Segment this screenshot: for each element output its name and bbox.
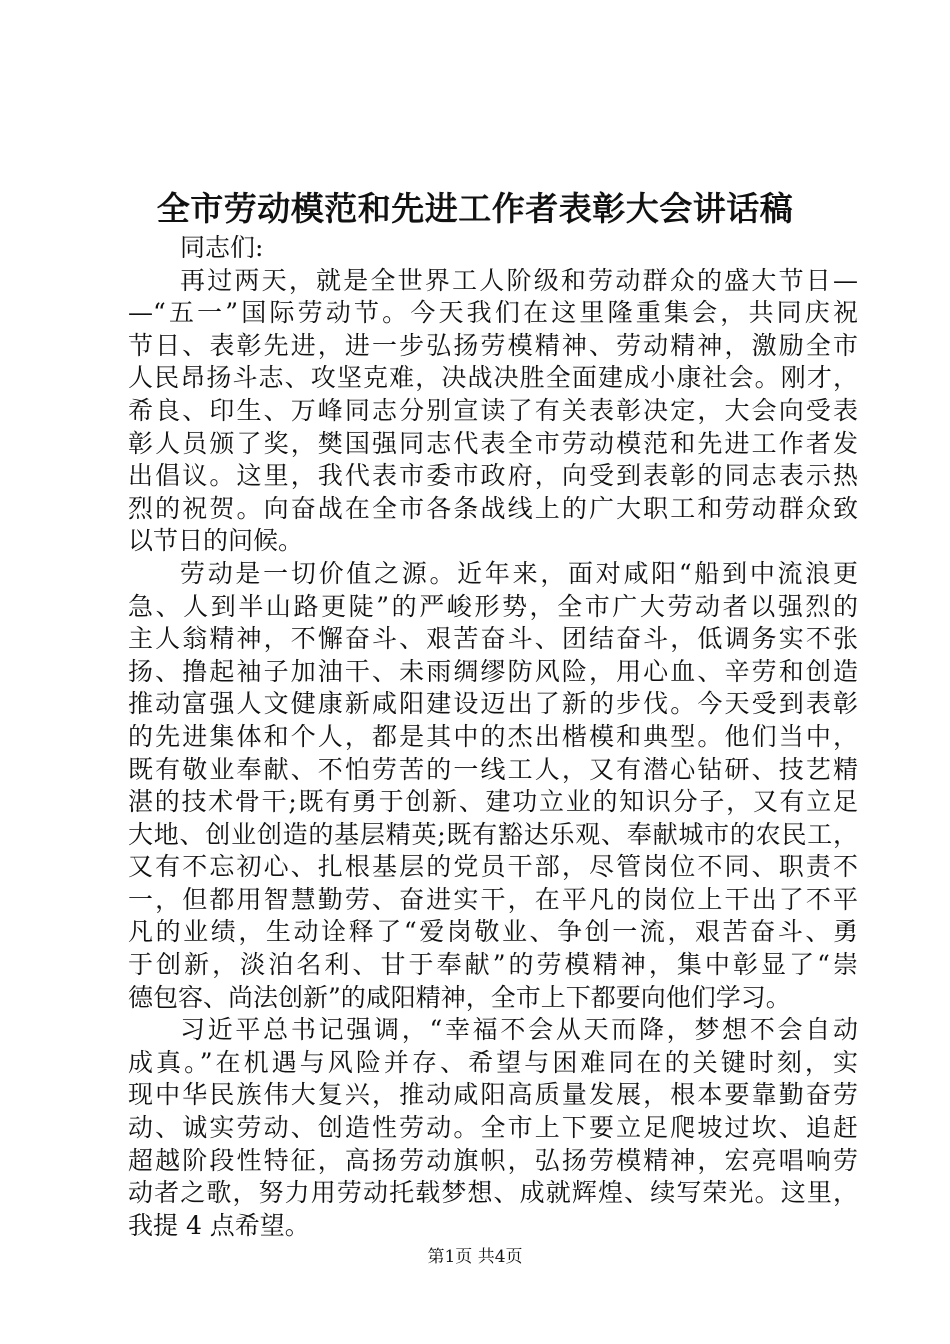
paragraph-3-line: 现中华民族伟大复兴，推动咸阳高质量发展，根本要靠勤奋劳 bbox=[128, 1080, 858, 1110]
paragraph-2-line: 推动富强人文健康新咸阳建设迈出了新的步伐。今天受到表彰 bbox=[128, 689, 858, 719]
paragraph-3-line: 超越阶段性特征，高扬劳动旗帜，弘扬劳模精神，宏亮唱响劳 bbox=[128, 1145, 858, 1175]
document-body bbox=[128, 232, 858, 1242]
paragraph-1-line: 节日、表彰先进，进一步弘扬劳模精神、劳动精神，激励全市 bbox=[128, 330, 858, 360]
paragraph-1-line: 再过两天，就是全世界工人阶级和劳动群众的盛大节日— bbox=[180, 265, 858, 295]
paragraph-2-line: 劳动是一切价值之源。近年来，面对咸阳“船到中流浪更 bbox=[180, 558, 858, 588]
paragraph-2-line: 又有不忘初心、扎根基层的党员干部，尽管岗位不同、职责不 bbox=[128, 852, 858, 882]
paragraph-2-line: 扬、撸起袖子加油干、未雨绸缪防风险，用心血、辛劳和创造 bbox=[128, 656, 858, 686]
paragraph-2-line: 急、人到半山路更陡”的严峻形势，全市广大劳动者以强烈的 bbox=[128, 591, 858, 621]
paragraph-3-line: 动者之歌，努力用劳动托载梦想、成就辉煌、续写荣光。这里， bbox=[128, 1178, 858, 1208]
paragraph-2-line: 湛的技术骨干;既有勇于创新、建功立业的知识分子，又有立足 bbox=[128, 787, 858, 817]
paragraph-1-line: 出倡议。这里，我代表市委市政府，向受到表彰的同志表示热 bbox=[128, 461, 858, 491]
paragraph-1-line: 以节日的问候。 bbox=[128, 526, 304, 556]
paragraph-2-line: 主人翁精神，不懈奋斗、艰苦奋斗、团结奋斗，低调务实不张 bbox=[128, 624, 858, 654]
paragraph-2-line: 一，但都用智慧勤劳、奋进实干，在平凡的岗位上干出了不平 bbox=[128, 884, 858, 914]
paragraph-3-line: 成真。”在机遇与风险并存、希望与困难同在的关键时刻，实 bbox=[128, 1047, 858, 1077]
salutation-line: 同志们: bbox=[180, 233, 264, 262]
paragraph-2-line: 的先进集体和个人，都是其中的杰出楷模和典型。他们当中， bbox=[128, 721, 858, 751]
paragraph-2-line: 于创新，淡泊名利、甘于奉献”的劳模精神，集中彰显了“崇 bbox=[128, 950, 858, 980]
paragraph-1-line: 人民昂扬斗志、攻坚克难，决战决胜全面建成小康社会。刚才， bbox=[128, 363, 858, 393]
paragraph-2-line: 德包容、尚法创新”的咸阳精神，全市上下都要向他们学习。 bbox=[128, 982, 791, 1012]
paragraph-3-line: 习近平总书记强调，“幸福不会从天而降，梦想不会自动 bbox=[180, 1015, 858, 1045]
paragraph-3-line: 我提 4 点希望。 bbox=[128, 1210, 310, 1240]
paragraph-2-line: 凡的业绩，生动诠释了“爱岗敬业、争创一流，艰苦奋斗、勇 bbox=[128, 917, 858, 947]
page-number-footer: 第1页 共4页 bbox=[427, 1247, 523, 1267]
paragraph-1-line: —“五一”国际劳动节。今天我们在这里隆重集会，共同庆祝 bbox=[128, 298, 858, 328]
paragraph-2-line: 既有敬业奉献、不怕劳苦的一线工人，又有潜心钻研、技艺精 bbox=[128, 754, 858, 784]
paragraph-3-line: 动、诚实劳动、创造性劳动。全市上下要立足爬坡过坎、追赶 bbox=[128, 1113, 858, 1143]
paragraph-2-line: 大地、创业创造的基层精英;既有豁达乐观、奉献城市的农民工， bbox=[128, 819, 858, 849]
paragraph-1-line: 烈的祝贺。向奋战在全市各条战线上的广大职工和劳动群众致 bbox=[128, 493, 858, 523]
document-title: 全市劳动模范和先进工作者表彰大会讲话稿 bbox=[156, 189, 794, 228]
paragraph-1-line: 希良、印生、万峰同志分别宣读了有关表彰决定，大会向受表 bbox=[128, 395, 858, 425]
paragraph-1-line: 彰人员颁了奖，樊国强同志代表全市劳动模范和先进工作者发 bbox=[128, 428, 858, 458]
